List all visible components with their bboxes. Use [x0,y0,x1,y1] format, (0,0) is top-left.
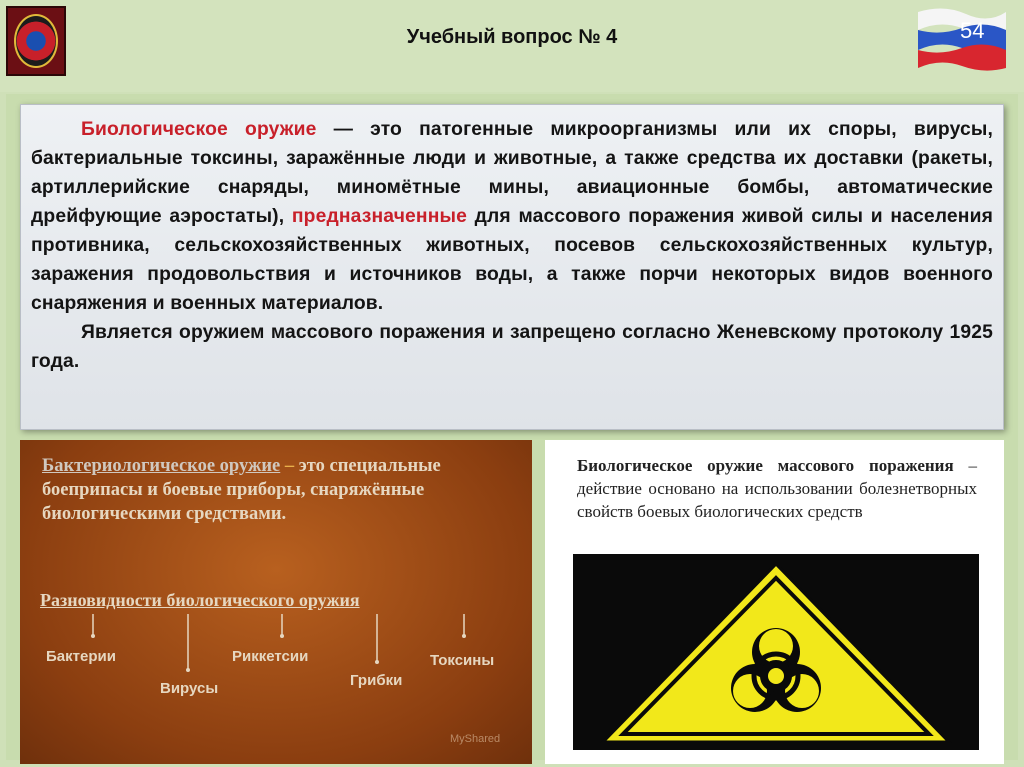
type-fungi: Грибки [350,672,403,689]
page-number: 54 [960,18,985,43]
definition-text-part1: — это патогенные микроорганизмы или их споры, вирусы, бактериальные токсины, заражённые люди и животные, а также средства их доставки (ракеты, артиллерийские снаряды, миномётные мины, авиационные бомбы, автоматические дрейфующие аэростаты), [31,119,993,227]
definition-textbox [20,104,1004,430]
bacteriological-term: Бактериологическое оружие [42,456,281,476]
term-biological-weapon: Биологическое оружие [81,119,317,140]
bacteriological-definition-text: это специальные боеприпасы и боевые приборы, снаряжённые биологическими средствами. [42,456,441,524]
biological-wmd-image [545,440,1004,764]
definition-paragraph [31,115,993,318]
biological-wmd-definition [577,454,977,523]
type-viruses: Вирусы [160,680,219,697]
types-title: Разновидности биологического оружия [40,590,360,610]
biological-wmd-term: Биологическое оружие массового поражения [577,456,954,475]
biohazard-warning-icon [573,554,979,750]
type-bacteria: Бактерии [46,648,116,665]
term-intended: предназначенные [291,206,468,227]
geneva-paragraph: Является оружием массового поражения и запрещено согласно Женевскому протоколу 1925 года. [31,322,993,372]
biological-wmd-text: – действие основано на использовании болезнетворных свойств боевых биологических средств [577,456,978,521]
watermark: MyShared [450,733,501,745]
type-rickettsia: Риккетсии [232,648,309,665]
page-title: Учебный вопрос № 4 [406,26,618,48]
type-toxins: Токсины [430,652,495,669]
definition-text-part2: для массового поражения живой силы и населения противника, сельскохозяйственных животных, посевов сельскохозяйственных культур, заражения продовольствия и источников воды, а также порчи некоторых видов военного снаряжения и военных материалов. [31,206,993,314]
bacteriological-dash: – [280,456,299,476]
